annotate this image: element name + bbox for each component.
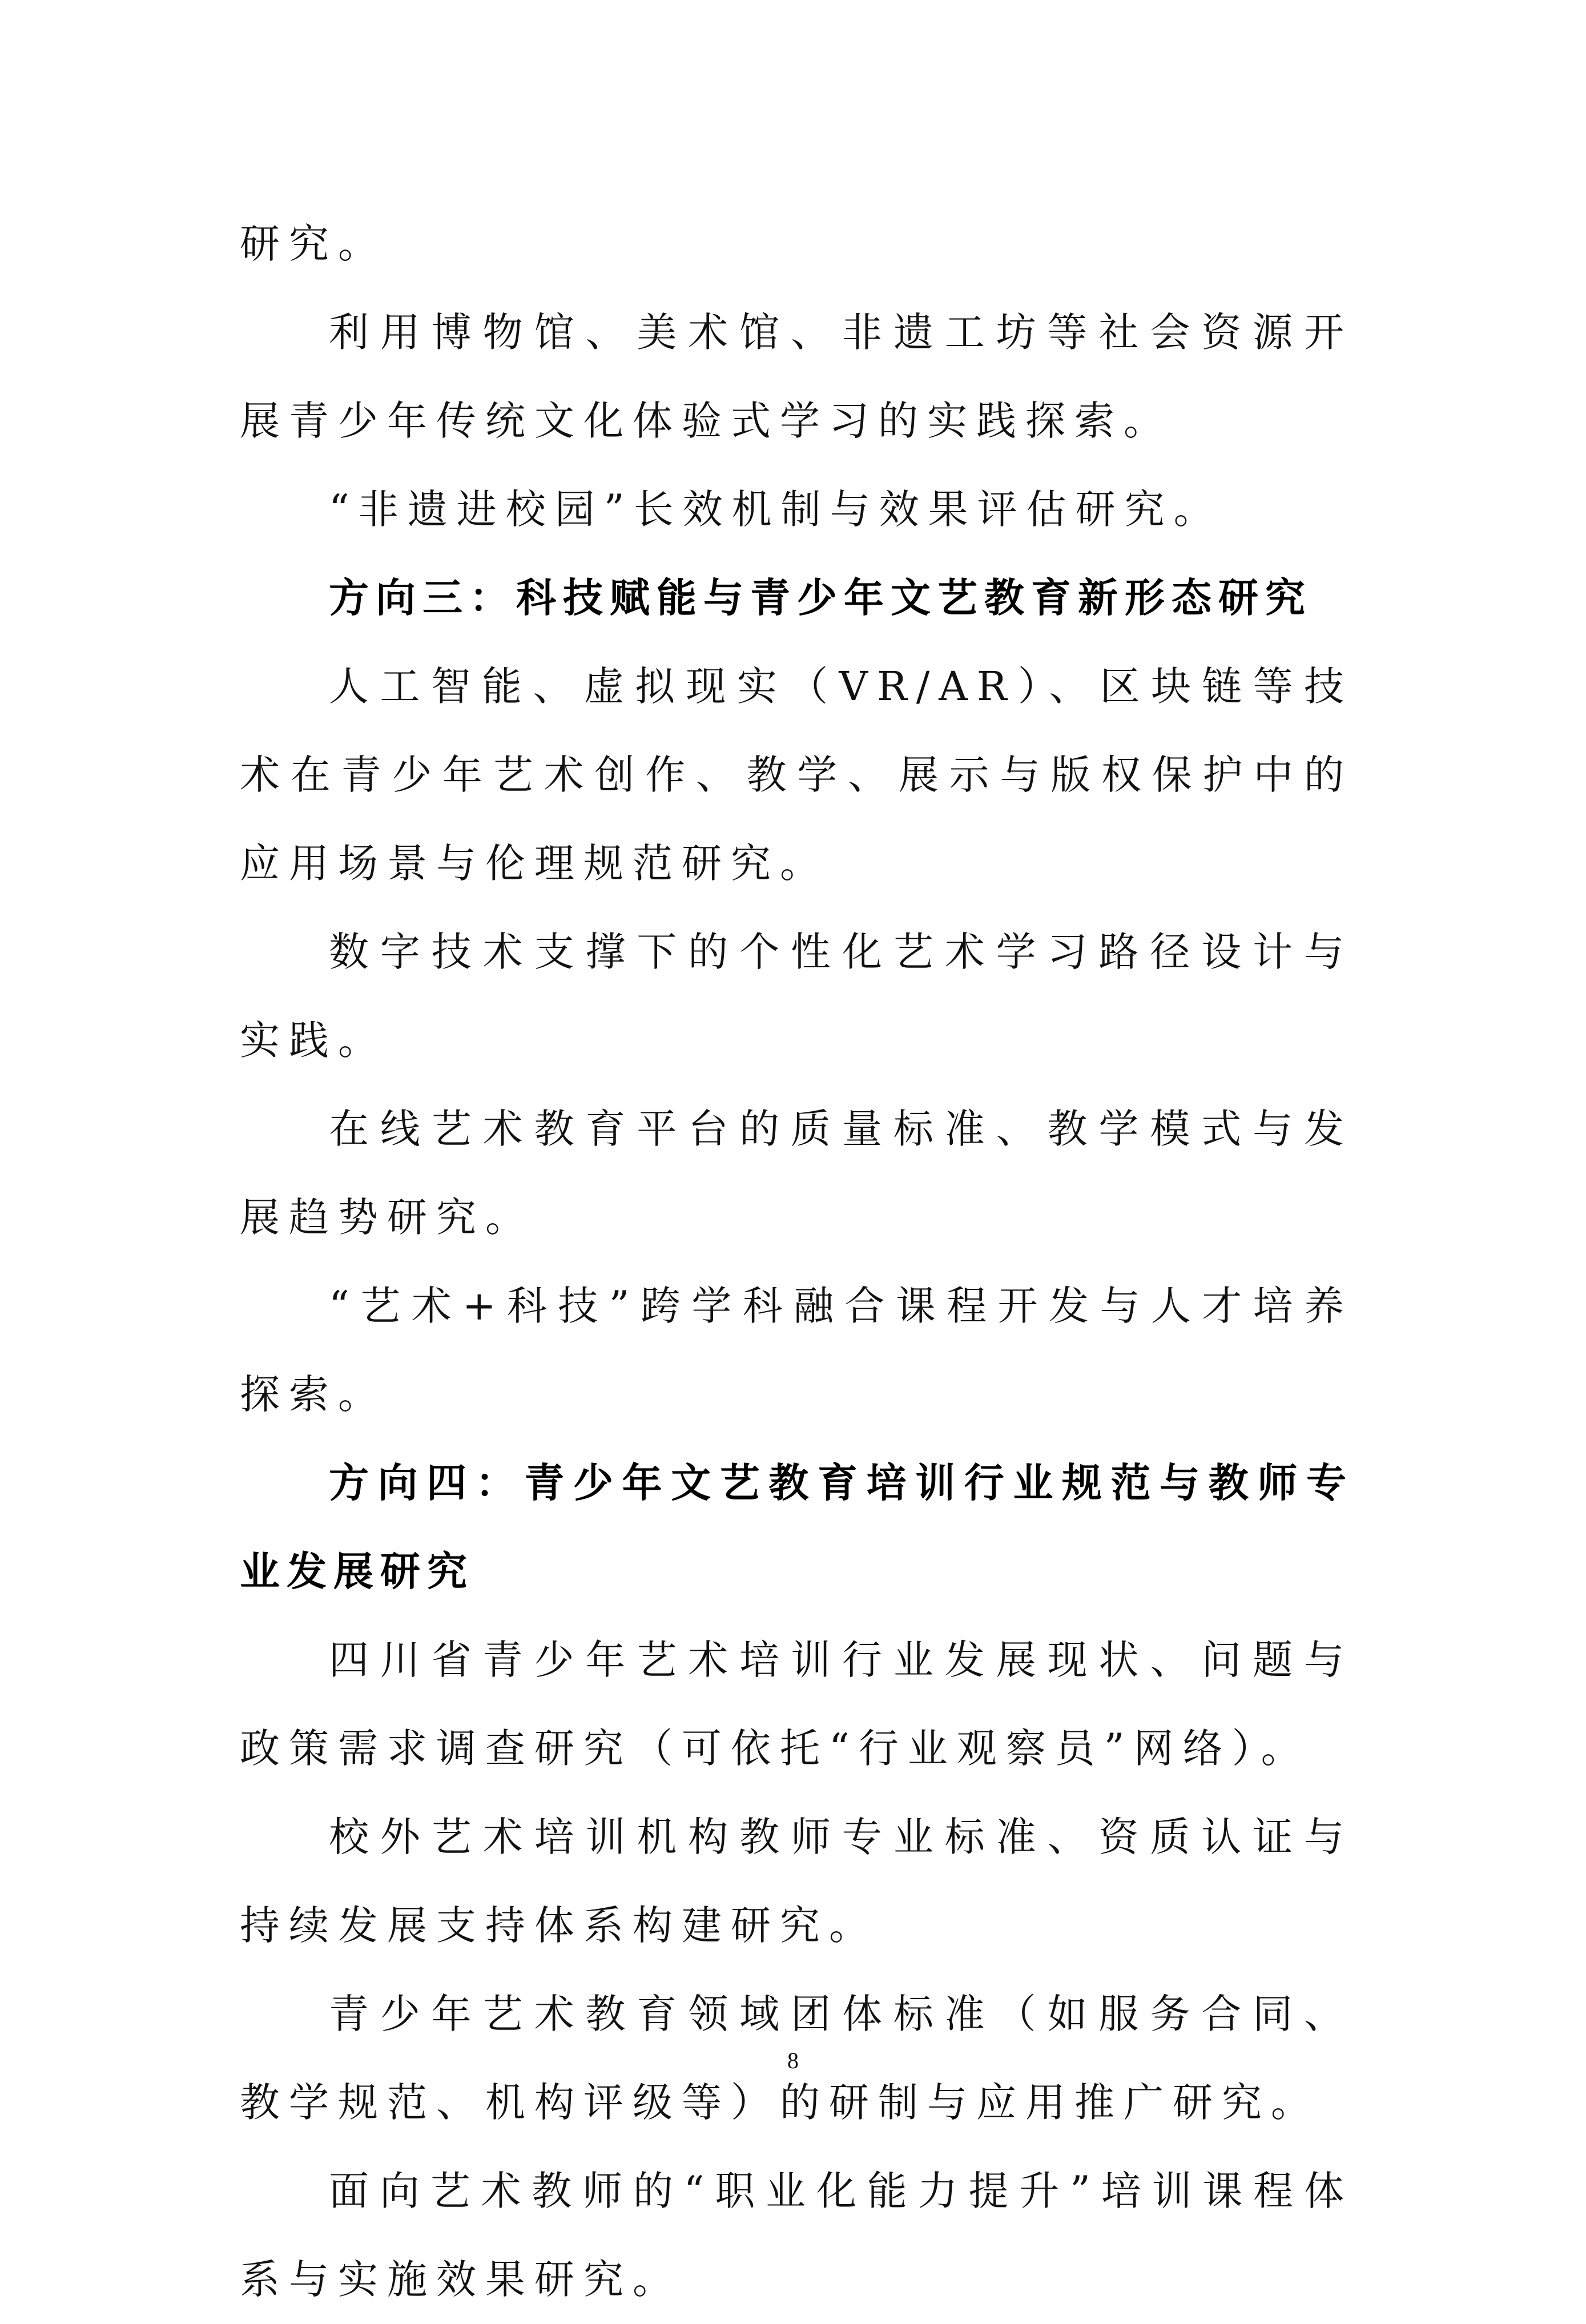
paragraph-teacher-training: 面向艺术教师的“职业化能力提升”培训课程体系与实施效果研究。 <box>240 2168 1353 2303</box>
paragraph-heritage-campus: “非遗进校园”长效机制与效果评估研究。 <box>329 486 1223 533</box>
page-number: 8 <box>787 2048 799 2073</box>
document-body <box>240 200 1353 2324</box>
paragraph-online-platform: 在线艺术教育平台的质量标准、教学模式与发展趋势研究。 <box>240 1105 1353 1241</box>
paragraph-teacher-standards: 校外艺术培训机构教师专业标准、资质认证与持续发展支持体系构建研究。 <box>240 1814 1353 1949</box>
paragraph-industry-survey: 四川省青少年艺术培训行业发展现状、问题与政策需求调查研究（可依托“行业观察员”网络）。 <box>240 1637 1353 1772</box>
paragraph-continuation: 研究。 <box>240 220 387 267</box>
paragraph-art-tech-curriculum: “艺术+科技”跨学科融合课程开发与人才培养探索。 <box>240 1282 1353 1418</box>
paragraph-ai-vr-blockchain: 人工智能、虚拟现实（VR/AR）、区块链等技术在青少年艺术创作、教学、展示与版权保护中的应用场景与伦理规范研究。 <box>240 663 1353 887</box>
heading-direction-three: 方向三：科技赋能与青少年文艺教育新形态研究 <box>329 574 1312 621</box>
heading-direction-four: 方向四：青少年文艺教育培训行业规范与教师专业发展研究 <box>240 1459 1353 1595</box>
paragraph-personalized-learning: 数字技术支撑下的个性化艺术学习路径设计与实践。 <box>240 928 1353 1064</box>
paragraph-group-standards: 青少年艺术教育领域团体标准（如服务合同、教学规范、机构评级等）的研制与应用推广研究。 <box>240 1991 1353 2126</box>
paragraph-museum-resources: 利用博物馆、美术馆、非遗工坊等社会资源开展青少年传统文化体验式学习的实践探索。 <box>240 309 1353 444</box>
